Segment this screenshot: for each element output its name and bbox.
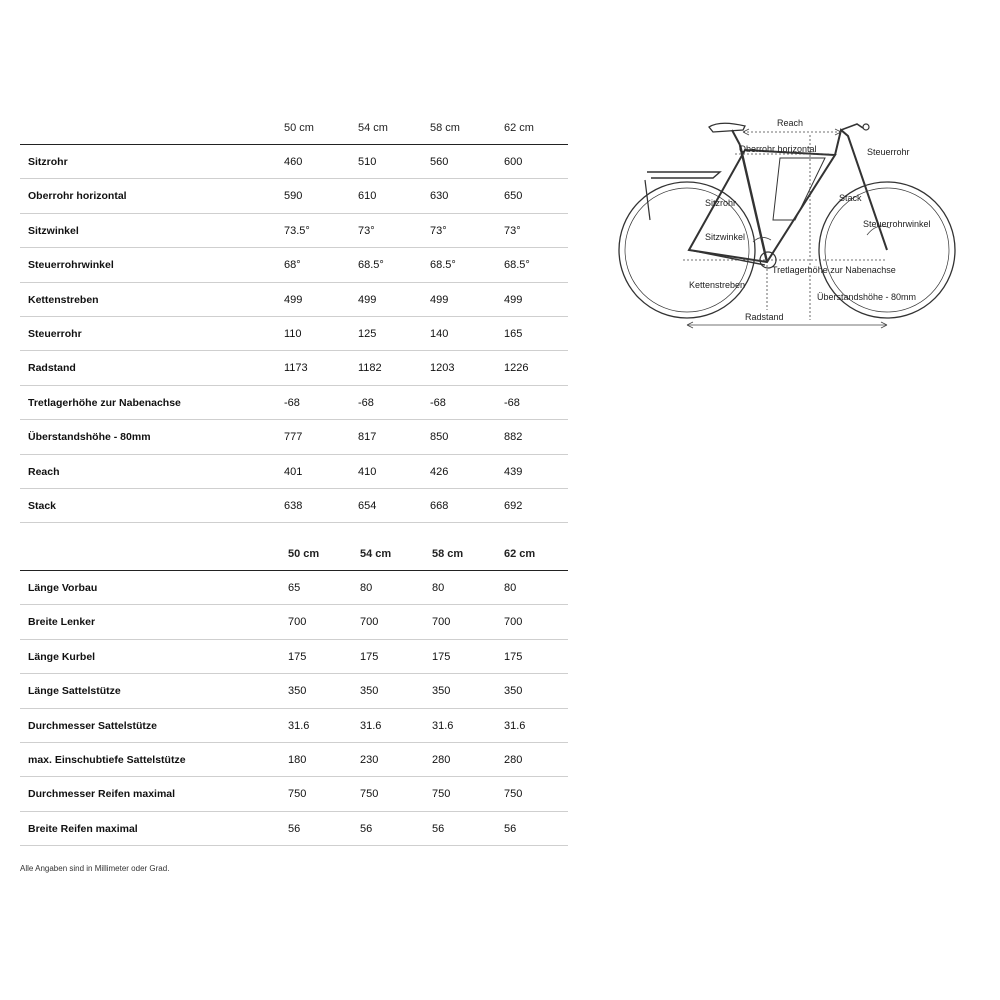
row-value: 125 xyxy=(358,327,377,340)
table-row xyxy=(20,455,568,489)
row-value: 700 xyxy=(288,616,307,629)
row-label: Tretlagerhöhe zur Nabenachse xyxy=(28,396,181,409)
row-value: 350 xyxy=(432,685,451,698)
row-value: 65 xyxy=(288,582,301,594)
label-kettenstreben: Kettenstreben xyxy=(689,280,746,290)
row-value: 1203 xyxy=(430,362,455,375)
row-label: Sitzrohr xyxy=(28,156,68,168)
row-value: 110 xyxy=(284,327,302,340)
table-row xyxy=(20,420,568,454)
row-label: Steuerrohrwinkel xyxy=(28,259,114,272)
row-label: Länge Sattelstütze xyxy=(28,685,121,698)
row-value: 850 xyxy=(430,431,449,444)
row-value: 668 xyxy=(430,499,449,512)
row-label: max. Einschubtiefe Sattelstütze xyxy=(28,753,186,766)
row-value: 817 xyxy=(358,431,377,444)
row-label: Breite Lenker xyxy=(28,616,96,629)
label-reach: Reach xyxy=(777,118,804,128)
table-row xyxy=(20,743,568,777)
table-row xyxy=(20,605,568,639)
label-oberrohr: Oberrohr horizontal xyxy=(739,144,817,154)
table-row xyxy=(20,777,568,811)
row-value: -68 xyxy=(430,396,446,409)
row-value: 73.5° xyxy=(284,224,310,237)
row-value: 1182 xyxy=(358,362,382,375)
row-value: 1173 xyxy=(284,362,308,375)
row-value: 73° xyxy=(504,224,521,237)
row-value: 499 xyxy=(504,293,523,306)
header-size-62: 62 cm xyxy=(504,548,536,560)
label-sitzrohr: Sitzrohr xyxy=(705,198,737,208)
row-value: 650 xyxy=(504,190,523,203)
row-value: 56 xyxy=(432,822,445,835)
row-value: 175 xyxy=(288,650,307,663)
row-value: 73° xyxy=(358,224,375,237)
row-label: Durchmesser Reifen maximal xyxy=(28,788,176,801)
row-value: 654 xyxy=(358,499,377,512)
row-value: 700 xyxy=(360,616,379,629)
row-value: 68° xyxy=(284,259,301,272)
table-row xyxy=(20,812,568,846)
header-size-54: 54 cm xyxy=(360,548,392,560)
table-row xyxy=(20,674,568,708)
row-value: 510 xyxy=(358,156,377,168)
row-value: -68 xyxy=(504,396,520,409)
row-label: Radstand xyxy=(28,362,76,375)
row-value: 31.6 xyxy=(288,719,310,732)
table-row xyxy=(20,351,568,385)
row-value: -68 xyxy=(358,396,374,409)
row-label: Durchmesser Sattelstütze xyxy=(28,719,157,732)
header-size-62: 62 cm xyxy=(504,122,534,134)
label-ueberstand: Überstandshöhe - 80mm xyxy=(817,292,917,302)
bike-geometry-diagram-icon xyxy=(605,110,980,335)
row-value: 750 xyxy=(432,788,451,801)
row-label: Reach xyxy=(28,465,60,478)
row-value: 230 xyxy=(360,753,379,766)
row-value: 31.6 xyxy=(432,719,454,732)
geometry-table xyxy=(20,120,568,523)
row-label: Überstandshöhe - 80mm xyxy=(28,431,151,444)
row-value: 750 xyxy=(504,788,523,801)
row-value: 692 xyxy=(504,499,523,512)
table-header xyxy=(20,120,568,145)
table-row xyxy=(20,571,568,605)
row-value: 590 xyxy=(284,190,303,203)
row-value: 68.5° xyxy=(504,259,530,272)
row-value: 140 xyxy=(430,327,449,340)
row-value: 68.5° xyxy=(430,259,456,272)
row-value: 700 xyxy=(504,616,523,629)
label-radstand: Radstand xyxy=(745,312,784,322)
row-value: 426 xyxy=(430,465,449,478)
row-value: 600 xyxy=(504,156,523,168)
row-value: 80 xyxy=(432,582,445,594)
row-value: 750 xyxy=(288,788,307,801)
row-value: 56 xyxy=(360,822,373,835)
header-size-54: 54 cm xyxy=(358,122,388,134)
row-value: 31.6 xyxy=(504,719,526,732)
row-label: Länge Vorbau xyxy=(28,582,98,594)
row-value: 499 xyxy=(358,293,377,306)
row-value: 499 xyxy=(430,293,449,306)
row-label: Steuerrohr xyxy=(28,327,82,340)
row-value: 401 xyxy=(284,465,303,478)
row-value: 165 xyxy=(504,327,523,340)
label-tretlager: Tretlagerhöhe zur Nabenachse xyxy=(772,265,896,275)
table-row xyxy=(20,709,568,743)
row-value: 638 xyxy=(284,499,303,512)
label-steuerrohr: Steuerrohr xyxy=(867,147,910,157)
row-value: 610 xyxy=(358,190,377,203)
row-label: Oberrohr horizontal xyxy=(28,190,127,203)
row-value: 56 xyxy=(288,822,301,835)
row-value: 630 xyxy=(430,190,449,203)
row-value: 180 xyxy=(288,753,307,766)
row-value: 350 xyxy=(360,685,379,698)
row-value: 73° xyxy=(430,224,447,237)
row-value: 460 xyxy=(284,156,303,168)
label-steuerrohrwinkel: Steuerrohrwinkel xyxy=(863,219,931,229)
header-size-50: 50 cm xyxy=(284,122,314,134)
table-row xyxy=(20,179,568,213)
row-label: Sitzwinkel xyxy=(28,224,79,237)
row-value: 80 xyxy=(360,582,373,594)
table-row xyxy=(20,145,568,179)
row-value: 777 xyxy=(284,431,303,444)
row-value: 68.5° xyxy=(358,259,384,272)
row-value: 1226 xyxy=(504,362,529,375)
table-row xyxy=(20,386,568,420)
label-sitzwinkel: Sitzwinkel xyxy=(705,232,746,242)
table-row xyxy=(20,214,568,248)
row-value: 56 xyxy=(504,822,517,835)
header-size-58: 58 cm xyxy=(430,122,460,134)
row-value: 350 xyxy=(288,685,307,698)
table-row xyxy=(20,317,568,351)
table-row xyxy=(20,489,568,523)
row-label: Länge Kurbel xyxy=(28,650,96,663)
row-value: 175 xyxy=(432,650,451,663)
row-value: 560 xyxy=(430,156,449,168)
components-table xyxy=(20,546,568,846)
row-value: 439 xyxy=(504,465,523,478)
row-value: 280 xyxy=(432,753,451,766)
row-value: 410 xyxy=(358,465,377,478)
row-value: 80 xyxy=(504,582,517,594)
row-value: 700 xyxy=(432,616,451,629)
row-value: 280 xyxy=(504,753,523,766)
row-value: 175 xyxy=(360,650,379,663)
row-value: 882 xyxy=(504,431,523,444)
row-label: Stack xyxy=(28,499,57,512)
row-label: Kettenstreben xyxy=(28,293,99,306)
row-value: 31.6 xyxy=(360,719,382,732)
row-value: 350 xyxy=(504,685,523,698)
row-value: -68 xyxy=(284,396,300,409)
row-value: 750 xyxy=(360,788,379,801)
table-header xyxy=(20,546,568,571)
table-row xyxy=(20,283,568,317)
table-row xyxy=(20,640,568,674)
table-row xyxy=(20,248,568,282)
label-stack: Stack xyxy=(839,193,862,203)
row-label: Breite Reifen maximal xyxy=(28,822,138,835)
row-value: 499 xyxy=(284,293,303,306)
row-value: 175 xyxy=(504,650,523,663)
header-size-50: 50 cm xyxy=(288,548,320,560)
header-size-58: 58 cm xyxy=(432,548,464,560)
footnote: Alle Angaben sind in Millimeter oder Grad. xyxy=(20,864,170,873)
